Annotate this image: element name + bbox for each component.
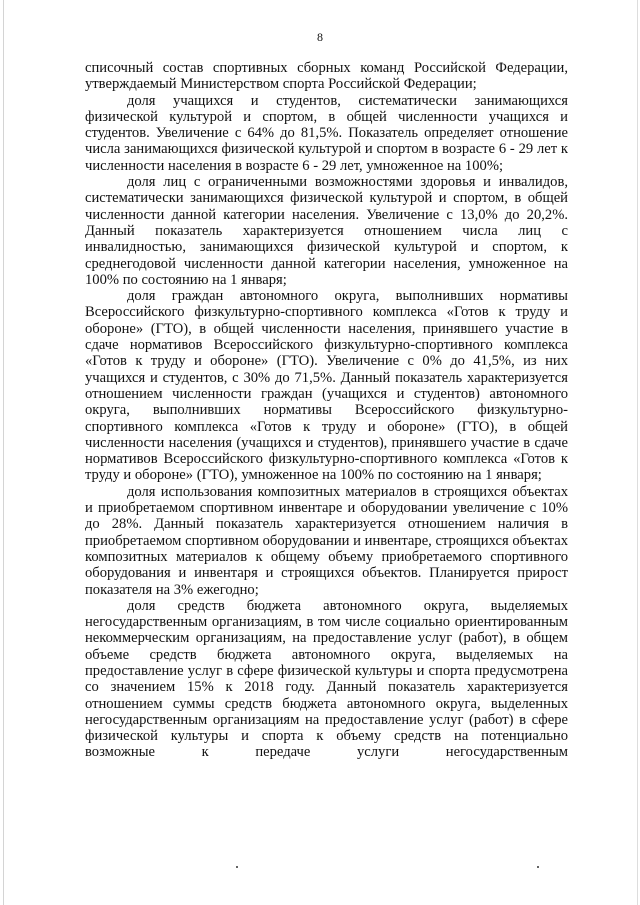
page-text xyxy=(85,60,568,761)
paragraph: доля учащихся и студентов, систематически занимающихся физической культурой и спортом, в общей численности учащихся и студентов. Увеличение с 64% до 81,5%. Показатель определяет отношение числа занимающихся физической культурой и спортом в возрасте 6 - 29 лет к численности населения в возрасте 6 - 29 лет, умноженное на 100%; xyxy=(85,92,568,174)
scan-edge-right xyxy=(637,0,638,905)
paragraph: доля граждан автономного округа, выполнивших нормативы Всероссийского физкультурно-спортивного комплекса «Готов к труду и обороне» (ГТО), в общей численности населения, принявшего участие в сдаче нормативов Всероссийского физкультурно-спортивного комплекса «Готов к труду и обороне» (ГТО). Увеличение с 0% до 41,5%, из них учащихся и студентов, с 30% до 71,5%. Данный показатель характеризуется отношением численности граждан (учащихся и студентов) автономного округа, выполнивших нормативы Всероссийского физкультурно-спортивного комплекса «Готов к труду и обороне» (ГТО), в общей численности населения (учащихся и студентов), принявшего участие в сдаче нормативов Всероссийского физкультурно-спортивного комплекса «Готов к труду и обороне» (ГТО), умноженное на 100% по состоянию на 1 января; xyxy=(85,288,568,484)
scan-edge-left xyxy=(3,0,4,905)
scan-dot xyxy=(537,866,539,868)
paragraph: списочный состав спортивных сборных команд Российской Федерации, утверждаемый Министерством спорта Российской Федерации; xyxy=(85,60,568,93)
paragraph: доля использования композитных материалов в строящихся объектах и приобретаемом спортивном инвентаре и оборудовании увеличение с 10% до 28%. Данный показатель характеризуется отношением наличия в приобретаемом спортивном оборудовании и инвентаре, строящихся объектах композитных материалов к общему объему приобретаемого спортивного оборудования и инвентаря и строящихся объектов. Планируется прирост показателя на 3% ежегодно; xyxy=(85,483,568,598)
paragraph: доля средств бюджета автономного округа, выделяемых негосударственным организациям, в том числе социально ориентированным некоммерческим организациям, на предоставление услуг (работ), в общем объеме средств бюджета автономного округа, выделяемых на предоставление услуг в сфере физической культуры и спорта предусмотрена со значением 15% к 2018 году. Данный показатель характеризуется отношением суммы средств бюджета автономного округа, выделенных негосударственным организациям на предоставление услуг (работ) в сфере физической культуры и спорта к объему средств на потенциально возможные к передаче услуги негосударственным xyxy=(85,597,568,761)
page-number: 8 xyxy=(317,30,323,44)
scan-dot xyxy=(236,866,238,868)
paragraph: доля лиц с ограниченными возможностями здоровья и инвалидов, систематически занимающихся физической культурой и спортом, в общей численности данной категории населения. Увеличение с 13,0% до 20,2%. Данный показатель характеризуется отношением числа лиц с инвалидностью, занимающихся физической культурой и спортом, к среднегодовой численности данной категории населения, умноженное на 100% по состоянию на 1 января; xyxy=(85,174,568,288)
